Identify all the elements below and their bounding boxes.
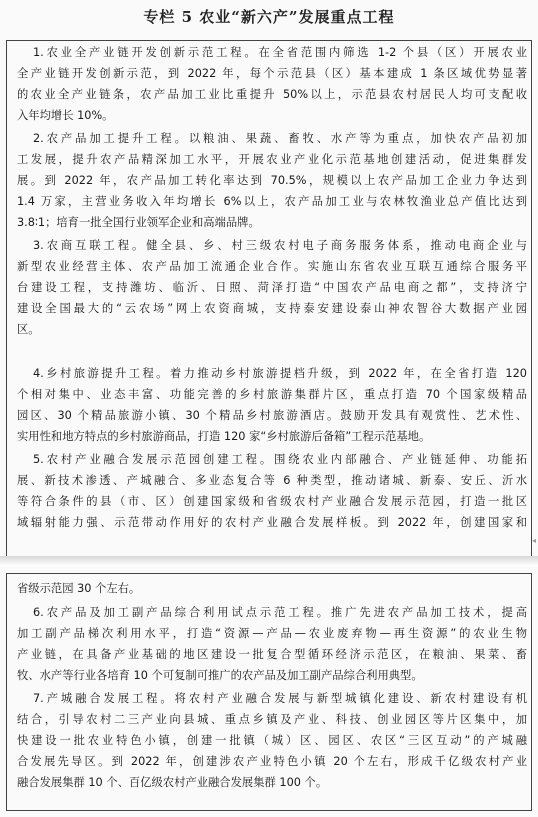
item-3-line-4: 建设全国最大的“云农场”网上农资商城，支持泰安建设泰山神农智谷大数据产业园: [17, 302, 527, 315]
item-1-line-3: 的农业全产业链条，农产品加工业比重提升 50%以上，示范县农村居民人均可支配收: [17, 88, 527, 101]
item-7-line-5: 融合发展集群 10 个、百亿级农村产业融合发展集群 100 个。: [17, 776, 328, 789]
item-3-line-3: 台建设工程，支持潍坊、临沂、日照、菏泽打造“中国农产品电商之都”，支持济宁: [17, 281, 527, 294]
column-title: 专栏 5 农业“新六产”发展重点工程: [143, 8, 395, 26]
item-5-line-2: 展、新技术渗透、产城融合、多业态复合等 6 种类型，推动诸城、新泰、安丘、沂水: [17, 474, 527, 487]
item-3-line-2: 新型农业经营主体、农产品加工流通企业合作。实施山东省农业互联互通综合服务平: [17, 260, 527, 273]
item-5-line-1: 5.农村产业融合发展示范园创建工程。围绕农业内部融合、产业链延伸、功能拓: [33, 453, 527, 466]
item-4-line-2: 个相对集中、业态丰富、功能完善的乡村旅游集群片区，重点打造 70 个国家级精品: [17, 388, 527, 401]
item-6-line-2: 加工副产品梯次利用水平，打造“资源—产品—农业废弃物—再生资源”的农业生物: [17, 627, 527, 640]
item-2-line-3: 展。到 2022 年，农产品加工转化率达到 70.5%，规模以上农产品加工企业力争达到: [17, 174, 527, 187]
column-box-top: [6, 40, 532, 558]
item-5-line-5: 省级示范园 30 个左右。: [17, 582, 141, 595]
page-gap: [0, 556, 538, 566]
item-4-line-1: 4.乡村旅游提升工程。着力推动乡村旅游提档升级，到 2022 年，在全省打造 120: [33, 367, 527, 380]
item-2-line-2: 工发展，提升农产品精深加工水平，开展农业产业化示范基地创建活动，促进集群发: [17, 153, 527, 166]
item-6-line-1: 6.农产品及加工副产品综合利用试点示范工程。推广先进农产品加工技术，提高: [33, 606, 527, 619]
item-7-line-2: 结合，引导农村二三产业向县城、重点乡镇及产业、科技、创业园区等片区集中，加: [17, 713, 527, 726]
item-1-line-1: 1.农业全产业链开发创新示范工程。在全省范围内筛选 1-2 个县（区）开展农业: [33, 46, 527, 59]
continuation-mark: ◂: [531, 536, 536, 545]
item-2-line-1: 2.农产品加工提升工程。以粮油、果蔬、畜牧、水产等为重点，加快农产品初加: [33, 132, 527, 145]
item-4-line-4: 实用性和地方特点的乡村旅游商品，打造 120 家“乡村旅游后备箱”工程示范基地。: [17, 430, 431, 443]
item-5-line-4: 域辐射能力强、示范带动作用好的农村产业融合发展样板。到 2022 年，创建国家和: [17, 516, 527, 529]
item-5-line-3: 等符合条件的县（市、区）创建国家级和省级农村产业融合发展示范园，打造一批区: [17, 495, 527, 508]
item-1-line-2: 全产业链开发创新示范，到 2022 年，每个示范县（区）基本建成 1 条区域优势显著: [17, 67, 527, 80]
item-6-line-3: 产业链，在具备产业基础的地区建设一批复合型循环经济示范区，在粮油、果菜、畜: [17, 648, 527, 661]
column-box-bottom: [6, 573, 532, 811]
item-1-line-4: 入年均增长 10%。: [17, 109, 114, 122]
item-3-line-1: 3.农商互联工程。健全县、乡、村三级农村电子商务服务体系，推动电商企业与: [33, 239, 527, 252]
page-section-bottom: [0, 566, 538, 817]
item-3-line-5: 区。: [17, 323, 40, 336]
item-4-line-3: 园区、30 个精品旅游小镇、30 个精品乡村旅游酒店。鼓励开发具有观赏性、艺术性、: [17, 409, 527, 422]
item-6-line-4: 牧、水产等行业各培育 10 个可复制可推广的农产品及加工副产品综合利用典型。: [17, 669, 423, 682]
item-2-line-4: 1.4 万家，主营业务收入年均增长 6%以上，农产品加工业与农林牧渔业总产值比达到: [17, 195, 527, 208]
item-7-line-4: 合发展先导区。到 2022 年，创建涉农产业特色小镇 20 个左右，形成千亿级农村产业: [17, 755, 527, 768]
item-7-line-1: 7.产城融合发展工程。将农村产业融合发展与新型城镇化建设、新农村建设有机: [33, 692, 527, 705]
item-7-line-3: 快建设一批农业特色小镇，创建一批镇（城）区、园区、农区“三区互动”的产城融: [17, 734, 527, 747]
item-2-line-5: 3.8∶1；培育一批全国行业领军企业和高端品牌。: [17, 216, 260, 229]
